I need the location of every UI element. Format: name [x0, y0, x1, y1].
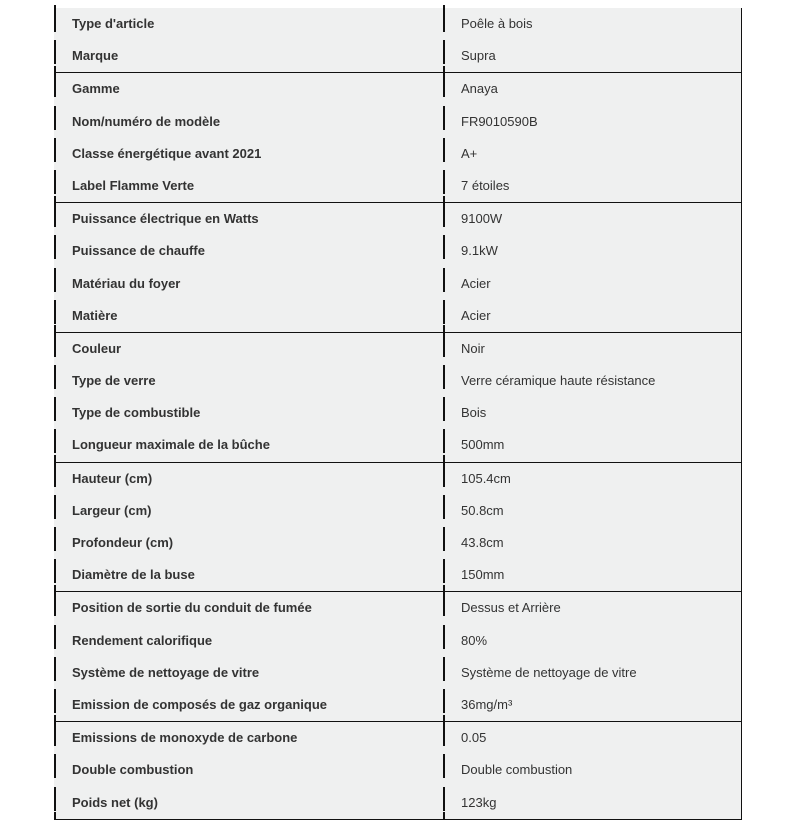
spec-label: Poids net (kg) [72, 794, 158, 810]
spec-row [54, 722, 741, 754]
spec-value: Supra [461, 48, 496, 64]
top-tick-divider [443, 5, 445, 8]
spec-label: Label Flamme Verte [72, 177, 195, 193]
spec-value: Bois [461, 405, 487, 421]
spec-row [54, 787, 741, 819]
spec-label: Double combustion [72, 762, 194, 778]
spec-label: Hauteur (cm) [72, 470, 153, 486]
spec-label: Longueur maximale de la bûche [72, 437, 270, 453]
spec-table [54, 8, 742, 820]
spec-value: 36mg/m³ [461, 696, 513, 712]
spec-value: Noir [461, 340, 485, 356]
spec-row [54, 592, 741, 624]
spec-value: Acier [461, 275, 491, 291]
spec-label: Système de nettoyage de vitre [72, 664, 260, 680]
spec-row [54, 138, 741, 170]
spec-value: 9100W [461, 211, 503, 227]
spec-value: 43.8cm [461, 535, 504, 550]
spec-label: Classe énergétique avant 2021 [72, 145, 262, 161]
spec-value: 0.05 [461, 730, 487, 746]
spec-value: 50.8cm [461, 502, 504, 518]
spec-label: Rendement calorifique [72, 632, 213, 648]
spec-row [54, 73, 741, 105]
spec-group-5 [54, 463, 741, 593]
spec-label: Puissance électrique en Watts [72, 211, 259, 227]
spec-row [54, 333, 741, 365]
spec-label: Nom/numéro de modèle [72, 113, 221, 129]
spec-row [54, 203, 741, 235]
spec-value: Anaya [461, 81, 498, 97]
spec-label: Couleur [72, 340, 122, 356]
spec-value: A+ [461, 145, 478, 161]
spec-value: Dessus et Arrière [461, 600, 561, 616]
spec-row [54, 300, 741, 332]
spec-label: Matériau du foyer [72, 275, 181, 291]
spec-row [54, 689, 741, 721]
spec-row [54, 170, 741, 202]
spec-label: Puissance de chauffe [72, 243, 205, 259]
spec-group-7 [54, 722, 741, 820]
spec-value: Acier [461, 307, 491, 323]
spec-row [54, 495, 741, 527]
spec-value: 500mm [461, 437, 505, 453]
spec-row [54, 365, 741, 397]
spec-group-1 [54, 8, 741, 73]
top-tick-left [54, 5, 56, 8]
spec-label: Profondeur (cm) [72, 535, 174, 550]
spec-label: Largeur (cm) [72, 502, 152, 518]
spec-row [54, 657, 741, 689]
spec-row [54, 106, 741, 138]
spec-label: Emission de composés de gaz organique [72, 696, 328, 712]
spec-row [54, 527, 741, 559]
spec-row [54, 268, 741, 300]
spec-row [54, 559, 741, 591]
spec-value: Double combustion [461, 762, 573, 778]
spec-value: 105.4cm [461, 470, 511, 486]
spec-value: Système de nettoyage de vitre [461, 664, 637, 680]
spec-value: Verre céramique haute résistance [461, 373, 656, 389]
spec-value: 9.1kW [461, 243, 498, 259]
spec-row [54, 235, 741, 267]
spec-label: Emissions de monoxyde de carbone [72, 730, 298, 746]
spec-label: Gamme [72, 81, 120, 97]
spec-label: Diamètre de la buse [72, 567, 195, 583]
spec-value: 7 étoiles [461, 177, 510, 193]
spec-group-2 [54, 73, 741, 203]
spec-value: 123kg [461, 794, 497, 810]
spec-value: Poêle à bois [461, 16, 533, 31]
spec-label: Type de combustible [72, 405, 201, 421]
spec-row [54, 625, 741, 657]
spec-label: Marque [72, 48, 119, 64]
spec-group-4 [54, 333, 741, 463]
spec-row [54, 429, 741, 461]
spec-value: 150mm [461, 567, 505, 583]
spec-label: Type d'article [72, 16, 155, 31]
spec-value: FR9010590B [461, 113, 538, 129]
spec-row [54, 40, 741, 72]
spec-row [54, 8, 741, 40]
spec-value: 80% [461, 632, 488, 648]
spec-label: Matière [72, 307, 118, 323]
spec-label: Position de sortie du conduit de fumée [72, 600, 312, 616]
spec-row [54, 397, 741, 429]
spec-row [54, 754, 741, 786]
spec-row [54, 463, 741, 495]
spec-group-3 [54, 203, 741, 333]
spec-label: Type de verre [72, 373, 156, 389]
spec-group-6 [54, 592, 741, 722]
